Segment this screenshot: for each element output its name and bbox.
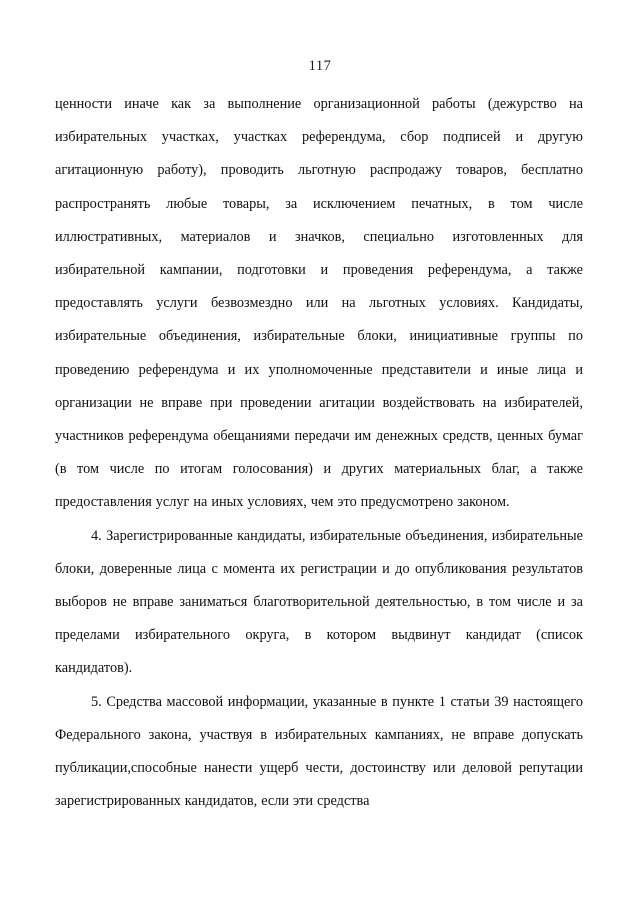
paragraph-item-4: 4. Зарегистрированные кандидаты, избирательные объединения, избирательные блоки, доверенные лица с момента их регистрации и до опубликования результатов выборов не вправе заниматься благотворительной деятельностью, в том числе и за пределами избирательного округа, в котором выдвинут кандидат (список кандидатов). — [55, 527, 583, 677]
paragraph-item-5: 5. Средства массовой информации, указанные в пункте 1 статьи 39 настоящего Федерального закона, участвуя в избирательных кампаниях, не вправе допускать публикации,способные нанести ущерб чести, достоинству или деловой репутации зарегистрированных кандидатов, если эти средства — [55, 693, 583, 810]
page-number: 117 — [308, 58, 332, 74]
document-body — [55, 88, 583, 818]
paragraph-continuation: ценности иначе как за выполнение организационной работы (дежурство на избирательных участках, участках референдума, сбор подписей и другую агитационную работу), проводить льготную распродажу товаров, бесплатно распространять любые товары, за исключением печатных, в том числе иллюстративных, материалов и значков, специально изготовленных для избирательной кампании, подготовки и проведения референдума, а также предоставлять услуги безвозмездно или на льготных условиях. Кандидаты, избирательные объединения, избирательные блоки, инициативные группы по проведению референдума и их уполномоченные представители и иные лица и организации не вправе при проведении агитации воздействовать на избирателей, участников референдума обещаниями передачи им денежных средств, ценных бумаг (в том числе по итогам голосования) и других материальных благ, а также предоставления услуг на иных условиях, чем это предусмотрено законом. — [55, 96, 583, 511]
